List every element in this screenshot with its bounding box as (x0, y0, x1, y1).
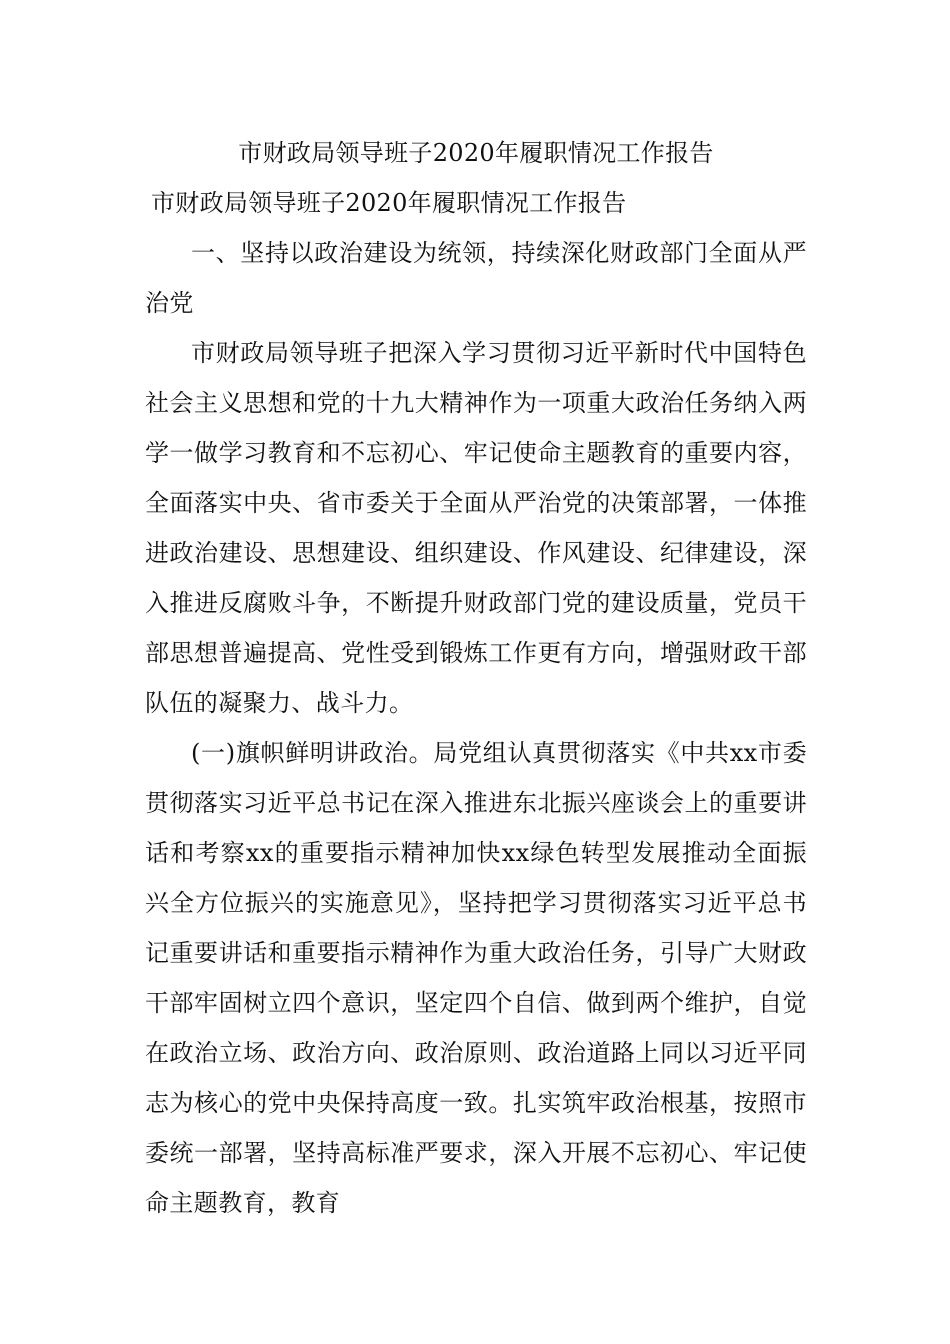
document-title: 市财政局领导班子2020年履职情况工作报告 (238, 139, 714, 167)
body-paragraph-1: 市财政局领导班子把深入学习贯彻习近平新时代中国特色社会主义思想和党的十九大精神作为一项重大政治任务纳入两学一做学习教育和不忘初心、牢记使命主题教育的重要内容，全面落实中央、省市委关于全面从严治党的决策部署，一体推进政治建设、思想建设、组织建设、作风建设、纪律建设，深入推进反腐败斗争，不断提升财政部门党的建设质量，党员干部思想普遍提高、党性受到锻炼工作更有方向，增强财政干部队伍的凝聚力、战斗力。 (145, 339, 807, 717)
document-subtitle: 市财政局领导班子2020年履职情况工作报告 (151, 189, 627, 217)
body-paragraph-2: (一)旗帜鲜明讲政治。局党组认真贯彻落实《中共xx市委贯彻落实习近平总书记在深入推进东北振兴座谈会上的重要讲话和考察xx的重要指示精神加快xx绿色转型发展推动全面振兴全方位振兴的实施意见》，坚持把学习贯彻落实习近平总书记重要讲话和重要指示精神作为重大政治任务，引导广大财政干部牢固树立四个意识，坚定四个自信、做到两个维护，自觉在政治立场、政治方向、政治原则、政治道路上同以习近平同志为核心的党中央保持高度一致。扎实筑牢政治根基，按照市委统一部署，坚持高标准严要求，深入开展不忘初心、牢记使命主题教育，教育 (145, 739, 807, 1217)
document-body (145, 128, 807, 1228)
section-heading: 一、坚持以政治建设为统领，持续深化财政部门全面从严治党 (145, 239, 807, 317)
